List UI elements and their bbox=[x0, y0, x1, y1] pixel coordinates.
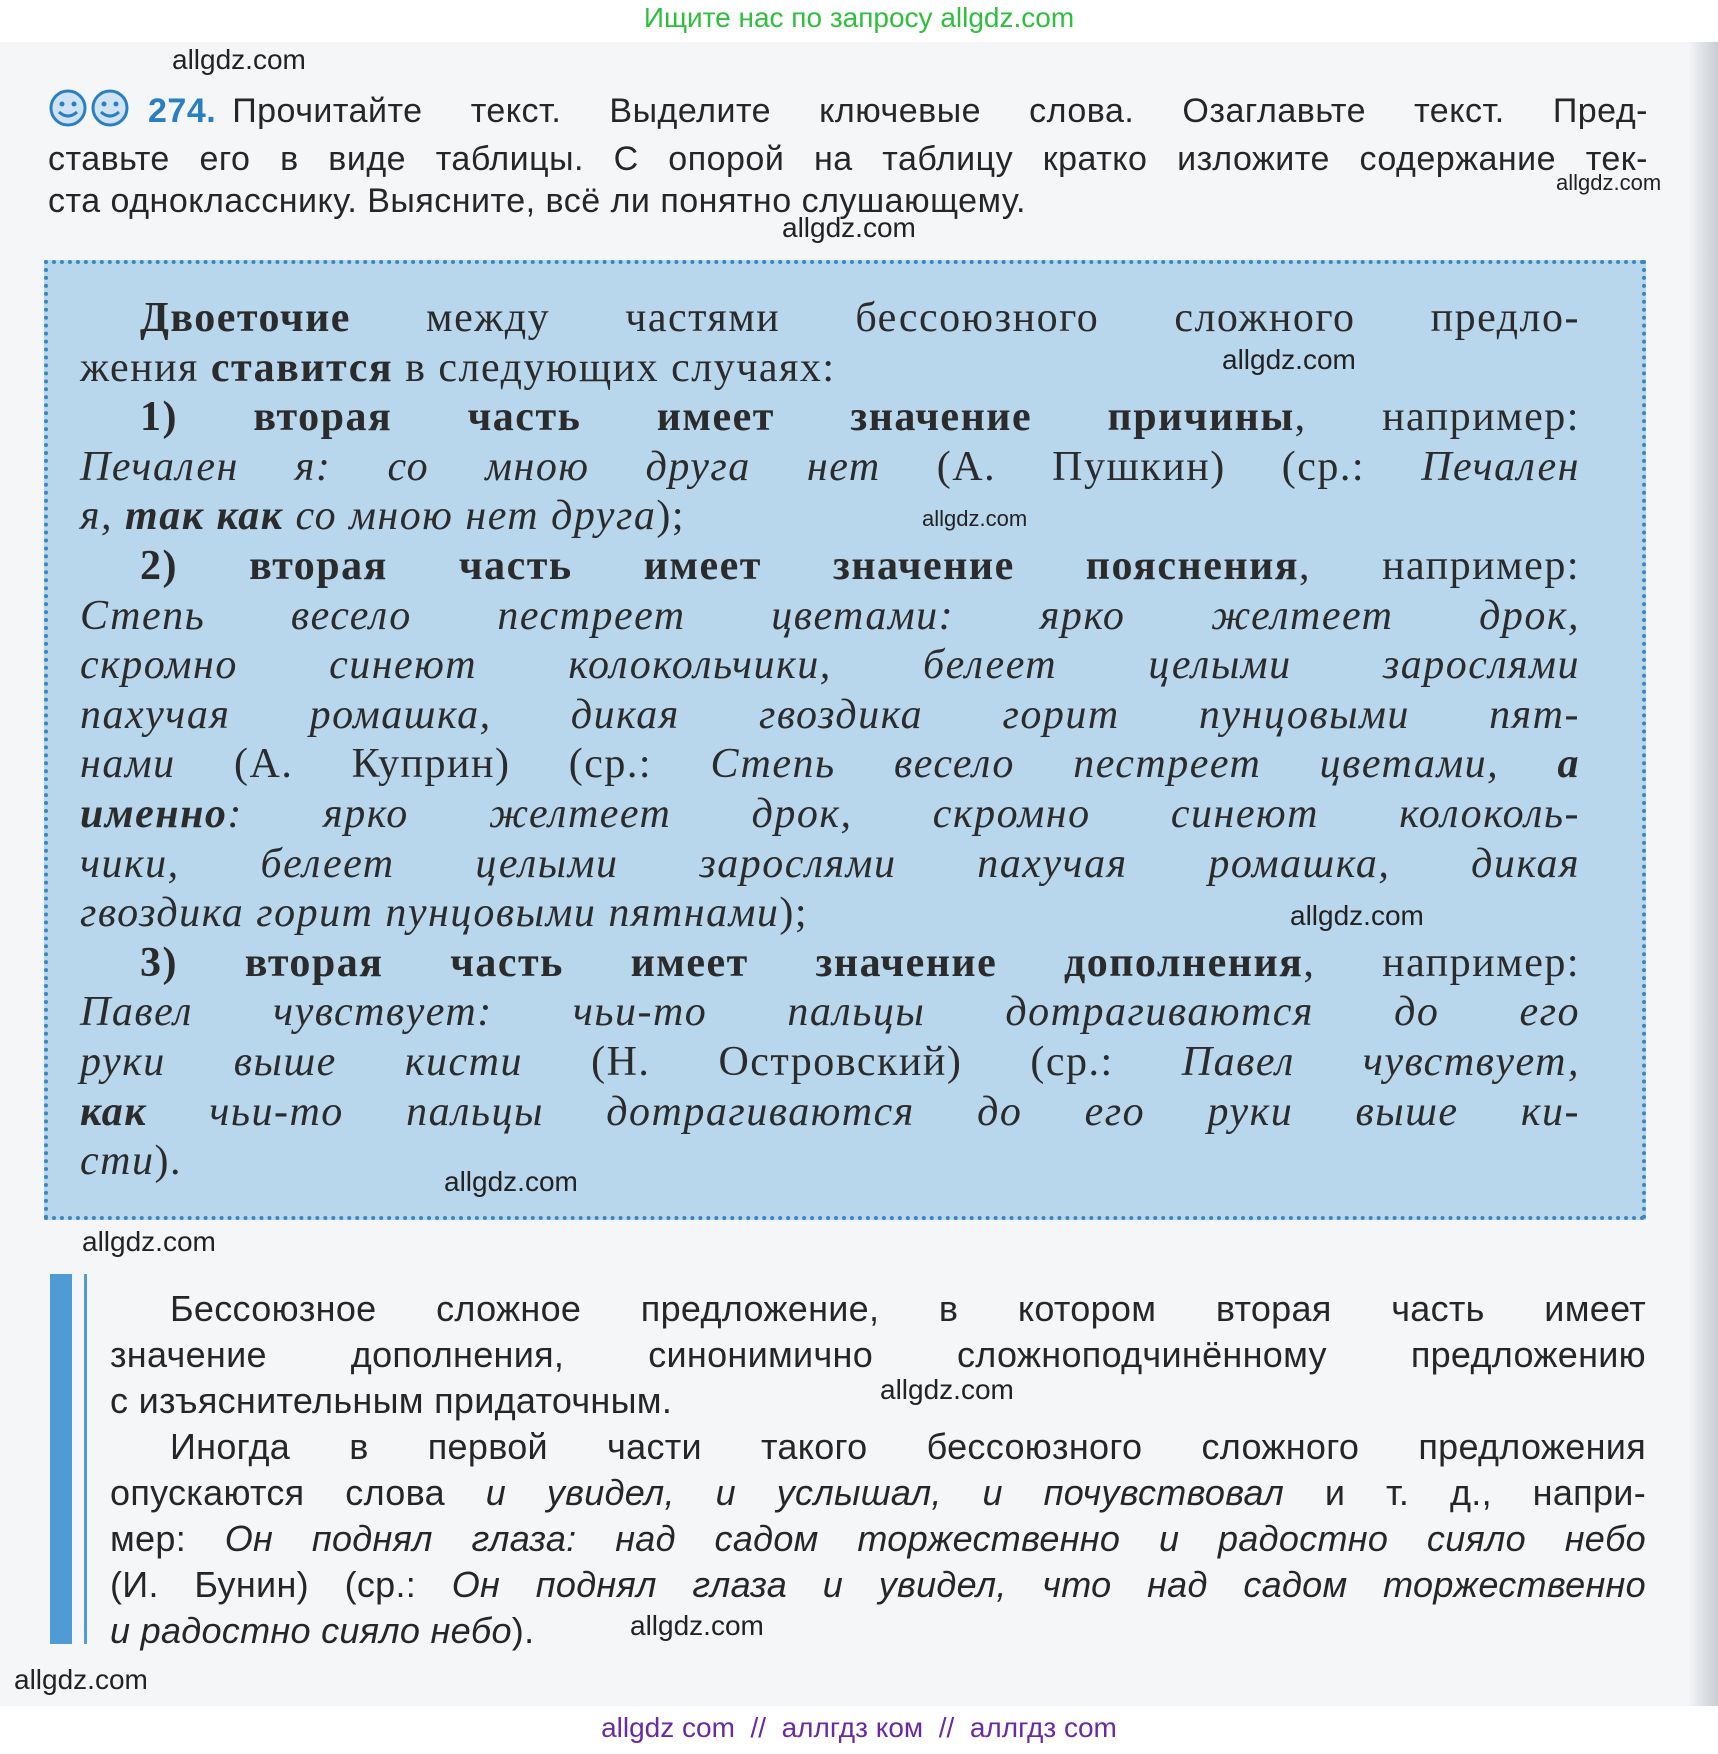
watermark: allgdz.com bbox=[880, 1374, 1014, 1405]
conjunction: а bbox=[1557, 741, 1580, 788]
theory-marker-bar bbox=[50, 1274, 72, 1644]
smiley-icon bbox=[48, 88, 134, 128]
task-text-line: ставьте его в виде таблицы. С опорой на таблицу кратко изложите содержание тек- bbox=[48, 140, 1648, 178]
rule-text-fragment: , например: bbox=[1299, 542, 1580, 589]
case-title: вторая часть имеет значение причины bbox=[253, 394, 1295, 441]
watermark: allgdz.com bbox=[1556, 170, 1662, 195]
example: я, bbox=[80, 493, 126, 540]
theory-example: Он поднял глаза: над садом торжественно и радостно сияло небо bbox=[224, 1518, 1646, 1559]
theory-marker-line bbox=[84, 1274, 87, 1644]
task-274 bbox=[48, 88, 1648, 222]
theory-line: Бессоюзное сложное предложение, в котором вторая часть имеет bbox=[170, 1288, 1646, 1329]
example: со мною нет друга bbox=[283, 493, 657, 540]
watermark: allgdz.com bbox=[14, 1664, 148, 1695]
theory-fragment: опускаются слова bbox=[110, 1472, 486, 1513]
theory-example: и увидел, и услышал, и почувствовал bbox=[485, 1472, 1285, 1513]
task-text-line: Прочитайте текст. Выделите ключевые слова. Озаглавьте текст. Пред- bbox=[232, 91, 1648, 130]
top-banner[interactable]: Ищите нас по запросу allgdz.com bbox=[643, 2, 1075, 33]
example: Степь весело пестреет цветами, bbox=[710, 741, 1558, 788]
watermark: allgdz.com bbox=[1290, 900, 1424, 931]
watermark: allgdz.com bbox=[1222, 344, 1356, 375]
example: Печален я: со мною друга нет bbox=[80, 443, 881, 490]
example: Степь весело пестреет цветами: ярко желтеет дрок, bbox=[80, 592, 1580, 639]
example: нами bbox=[80, 741, 176, 788]
smiley-icons bbox=[48, 88, 134, 138]
case-title: вторая часть имеет значение пояснения bbox=[249, 542, 1300, 589]
conjunction: именно bbox=[80, 790, 228, 837]
theory-fragment: (И. Бунин) (ср.: bbox=[110, 1564, 452, 1605]
conjunction: так как bbox=[125, 493, 284, 540]
case-number: 2) bbox=[140, 542, 250, 589]
example: Павел чувствует: чьи-то пальцы дотрагиваются до его bbox=[80, 989, 1580, 1036]
theory-block bbox=[110, 1286, 1646, 1654]
conjunction: как bbox=[80, 1088, 148, 1135]
example: пахучая ромашка, дикая гвоздика горит пунцовыми пят- bbox=[80, 691, 1580, 738]
theory-example: и радостно сияло небо bbox=[110, 1610, 512, 1651]
theory-fragment: и т. д., напри- bbox=[1284, 1472, 1646, 1513]
rule-text-fragment: (А. Куприн) (ср.: bbox=[175, 741, 711, 788]
example: Печален bbox=[1421, 443, 1581, 490]
theory-line: с изъяснительным придаточным. bbox=[110, 1380, 673, 1421]
watermark: allgdz.com bbox=[444, 1166, 578, 1197]
theory-line: значение дополнения, синонимично сложноподчинённому предложению bbox=[110, 1334, 1646, 1375]
rule-text-fragment: , например: bbox=[1303, 939, 1580, 986]
task-text-line: ста однокласснику. Выясните, всё ли понятно слушающему. bbox=[48, 182, 1026, 220]
watermark: allgdz.com bbox=[630, 1610, 764, 1641]
term: Двоеточие bbox=[140, 295, 351, 341]
bottom-banner[interactable]: allgdz com // аллгдз ком // аллгдз com bbox=[601, 1712, 1117, 1743]
rule-text-fragment: между частями бессоюзного сложного предло- bbox=[350, 295, 1580, 341]
example: сти bbox=[80, 1138, 155, 1185]
theory-example: Он поднял глаза и увидел, что над садом торжественно bbox=[451, 1564, 1646, 1605]
watermark: allgdz.com bbox=[82, 1226, 216, 1257]
example: руки выше кисти bbox=[80, 1038, 524, 1085]
rule-text-fragment: ); bbox=[656, 493, 685, 540]
rule-text bbox=[80, 294, 1580, 1187]
watermark: allgdz.com bbox=[782, 212, 916, 243]
example: : ярко желтеет дрок, скромно синеют колоколь- bbox=[227, 790, 1580, 837]
example: скромно синеют колокольчики, белеет целыми зарослями bbox=[80, 642, 1580, 689]
rule-text-fragment: ); bbox=[779, 890, 809, 937]
rule-text-fragment: ). bbox=[154, 1138, 182, 1185]
case-number: 1) bbox=[140, 394, 254, 441]
page-edge-shadow bbox=[1688, 42, 1718, 1706]
task-number: 274. bbox=[148, 91, 217, 130]
term: ставится bbox=[210, 344, 394, 391]
watermark: allgdz.com bbox=[172, 44, 306, 75]
rule-text-fragment: (Н. Островский) (ср.: bbox=[523, 1038, 1182, 1085]
theory-line: Иногда в первой части такого бессоюзного сложного предложения bbox=[170, 1426, 1646, 1467]
case-title: вторая часть имеет значение дополнения bbox=[244, 939, 1304, 986]
example: чьи-то пальцы дотрагиваются до его руки выше ки- bbox=[147, 1088, 1580, 1135]
theory-fragment: ). bbox=[511, 1610, 535, 1651]
example: чики, белеет целыми зарослями пахучая ромашка, дикая bbox=[80, 840, 1580, 887]
rule-text-fragment: в следующих случаях: bbox=[393, 344, 836, 391]
theory-fragment: мер: bbox=[110, 1518, 225, 1559]
rule-text-fragment: (А. Пушкин) (ср.: bbox=[880, 443, 1422, 490]
example: Павел чувствует, bbox=[1181, 1038, 1580, 1085]
case-number: 3) bbox=[140, 939, 245, 986]
example: гвоздика горит пунцовыми пятнами bbox=[80, 890, 780, 937]
watermark: allgdz.com bbox=[922, 506, 1028, 531]
rule-text-fragment: , например: bbox=[1294, 394, 1580, 441]
rule-text-fragment: жения bbox=[80, 344, 211, 391]
